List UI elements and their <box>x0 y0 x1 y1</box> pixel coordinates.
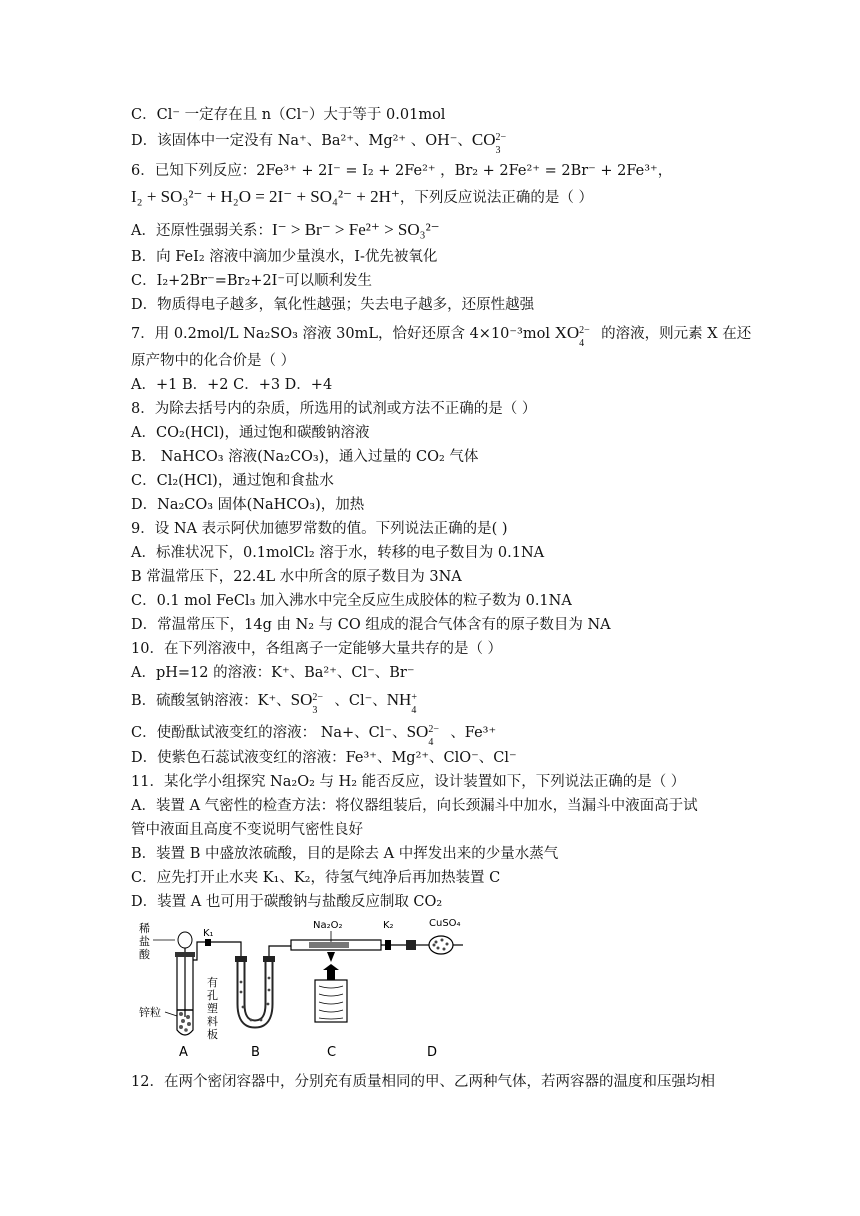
ammonium-formula: NH + 4 <box>386 690 417 717</box>
label-b: B <box>251 1045 260 1060</box>
q10-option-c: C．使酚酞试液变红的溶液： Na+、Cl⁻、SO 2− 4 、Fe³⁺ <box>131 722 497 749</box>
q10-option-b: B．硫酸氢钠溶液：K⁺、SO 2− 3 、Cl⁻、NH + 4 <box>131 690 433 711</box>
label-d: D <box>427 1045 438 1060</box>
svg-text:孔: 孔 <box>207 989 218 1002</box>
k1-label: K₁ <box>203 928 214 939</box>
q7-options: A．+1 B．+2 C．+3 D．+4 <box>131 377 333 393</box>
q6-stem-equation: I₂ + SO₃²⁻ + H₂O = 2I⁻ + SO₄²⁻ + 2H⁺，下列反应说法正确的是（ ） <box>131 187 593 206</box>
q10-option-a: A．pH=12 的溶液：K⁺、Ba²⁺、Cl⁻、Br⁻ <box>131 665 415 681</box>
q11-stem: 11．某化学小组探究 Na₂O₂ 与 H₂ 能否反应，设计装置如下，下列说法正确的是（ ） <box>131 774 686 790</box>
cuso4-label: CuSO₄ <box>429 918 461 929</box>
q11-option-d: D．装置 A 也可用于碳酸钠与盐酸反应制取 CO₂ <box>131 894 443 910</box>
apparatus-diagram <box>131 912 471 1062</box>
q6-option-d: D．物质得电子越多，氧化性越强；失去电子越多，还原性越强 <box>131 297 535 313</box>
u-tube <box>241 960 269 1024</box>
acid-label-1: 稀 <box>139 922 150 935</box>
label-a: A <box>179 1045 188 1060</box>
q12-stem: 12．在两个密闭容器中，分别充有质量相同的甲、乙两种气体，若两容器的温度和压强均相 <box>131 1074 715 1090</box>
q9-option-a: A．标准状况下，0.1molCl₂ 溶于水，转移的电子数目为 0.1NA <box>131 545 545 561</box>
q7-stem: 7．用 0.2mol/L Na₂SO₃ 溶液 30mL，恰好还原含 4×10⁻³mol XO 2− 4 的溶液，则元素 X 在还 <box>131 323 752 350</box>
q6-option-c: C．I₂+2Br⁻=Br₂+2I⁻可以顺利发生 <box>131 273 373 289</box>
q5-option-c: C．Cl⁻ 一定存在且 n（Cl⁻）大于等于 0.01mol <box>131 107 446 123</box>
q8-option-c: C．Cl₂(HCl)，通过饱和食盐水 <box>131 473 334 489</box>
sulfate-formula: SO 2− 4 <box>406 722 439 749</box>
q5-option-d: D．该固体中一定没有 Na⁺、Ba²⁺、Mg²⁺ 、OH⁻、CO 2− 3 <box>131 130 518 151</box>
q6-stem: 6．已知下列反应：2Fe³⁺ + 2I⁻ = I₂ + 2Fe²⁺ ，Br₂ + 2Fe²⁺ = 2Br⁻ + 2Fe³⁺， <box>131 163 673 179</box>
k2-clamp <box>385 940 391 950</box>
svg-text:塑: 塑 <box>207 1002 218 1015</box>
label-c: C <box>327 1045 337 1060</box>
q7-stem-cont: 原产物中的化合价是（ ） <box>131 353 296 369</box>
q9-option-b: B 常温常压下，22.4L 水中所含的原子数目为 3NA <box>131 569 462 585</box>
apparatus-figure <box>131 912 471 1062</box>
q6-option-b: B．向 FeI₂ 溶液中滴加少量溴水，I-优先被氧化 <box>131 249 438 265</box>
q11-option-c: C．应先打开止水夹 K₁、K₂，待氢气纯净后再加热装置 C <box>131 870 501 886</box>
q9-option-d: D．常温常压下，14g 由 N₂ 与 CO 组成的混合气体含有的原子数目为 NA <box>131 617 611 633</box>
svg-text:料: 料 <box>207 1015 218 1028</box>
acid-label-2: 盐 <box>139 935 150 948</box>
zinc-label: 锌粒 <box>139 1006 161 1019</box>
na2o2-label: Na₂O₂ <box>313 920 343 931</box>
q11-option-b: B．装置 B 中盛放浓硫酸，目的是除去 A 中挥发出来的少量水蒸气 <box>131 846 559 862</box>
xo4-formula: XO 2− 4 <box>554 323 590 350</box>
q8-option-d: D．Na₂CO₃ 固体(NaHCO₃)，加热 <box>131 497 365 513</box>
q6-option-a: A．还原性强弱关系：I⁻ > Br⁻ > Fe²⁺ > SO₃²⁻ <box>131 220 440 239</box>
q11-option-a-cont: 管中液面且高度不变说明气密性良好 <box>131 822 363 838</box>
q10-option-d: D．使紫色石蕊试液变红的溶液：Fe³⁺、Mg²⁺、ClO⁻、Cl⁻ <box>131 750 517 766</box>
k1-clamp <box>205 939 211 946</box>
k2-label: K₂ <box>383 920 394 931</box>
sulfite-formula: SO 2− 3 <box>290 690 324 717</box>
q8-option-b: B． NaHCO₃ 溶液(Na₂CO₃)，通入过量的 CO₂ 气体 <box>131 449 479 465</box>
q8-stem: 8．为除去括号内的杂质，所选用的试剂或方法不正确的是（ ） <box>131 401 537 417</box>
acid-label-3: 酸 <box>139 948 150 961</box>
q10-stem: 10．在下列溶液中，各组离子一定能够大量共存的是（ ） <box>131 641 503 657</box>
q9-option-c: C．0.1 mol FeCl₃ 加入沸水中完全反应生成胶体的粒子数为 0.1NA <box>131 593 572 609</box>
svg-text:有: 有 <box>207 976 218 989</box>
q8-option-a: A．CO₂(HCl)，通过饱和碳酸钠溶液 <box>131 425 370 441</box>
carbonate-formula: CO 2− 3 <box>471 130 507 157</box>
q11-option-a: A．装置 A 气密性的检查方法：将仪器组装后，向长颈漏斗中加水，当漏斗中液面高于试 <box>131 798 698 814</box>
svg-text:板: 板 <box>207 1028 218 1041</box>
q9-stem: 9．设 NA 表示阿伏加德罗常数的值。下列说法正确的是( ) <box>131 521 508 537</box>
